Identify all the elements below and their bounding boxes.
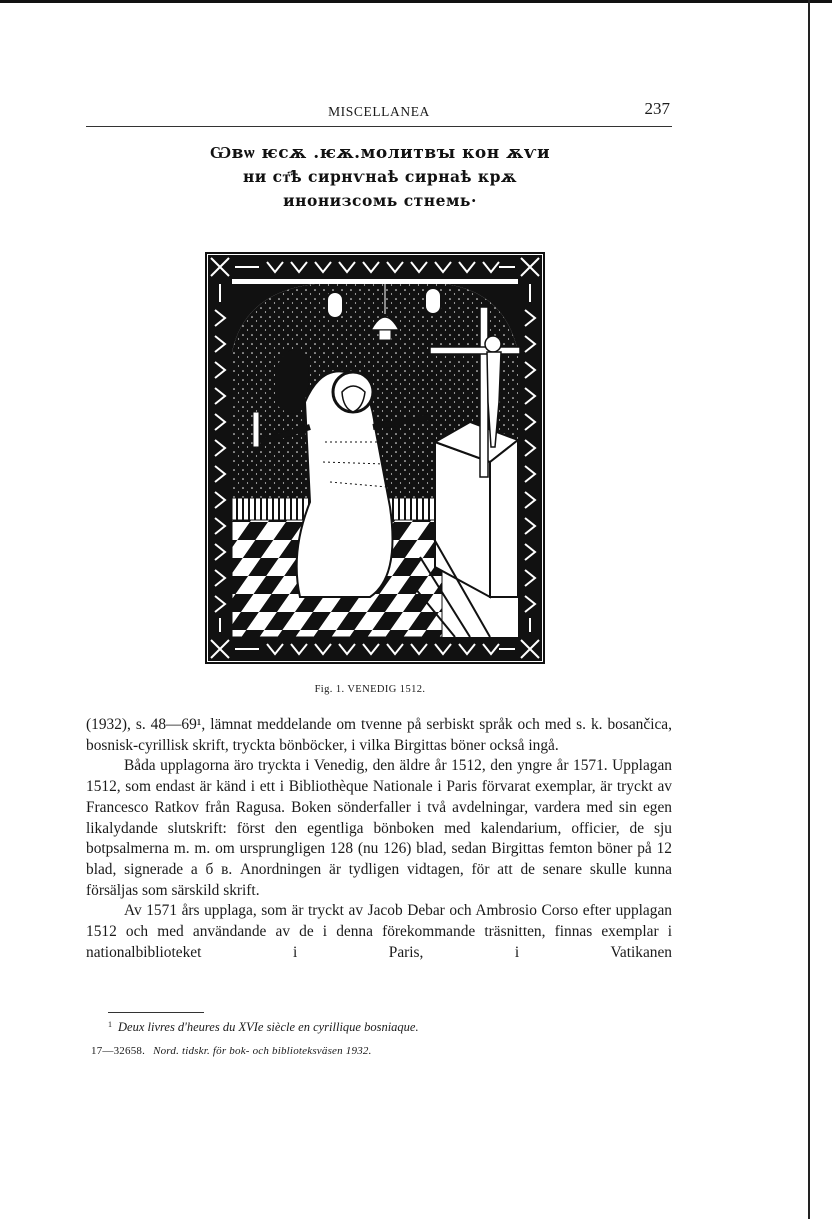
cyrillic-title-line-2: ни ст҃ѣ сирнѵнаѣ сирнаѣ крѫ [242,167,518,186]
woodcut-illustration [205,252,545,664]
footnote-number: 1 [108,1020,112,1029]
woodcut-scene [232,279,520,637]
footnote-rule [108,1012,204,1013]
cyrillic-title-line-1: Ѡвѡ ѥсѫ .ѥѫ.молитвꙑ кон ѫѵи [209,143,551,163]
imprint-line [91,1045,651,1057]
imprint-journal: Nord. tidskr. för bok- och biblioteksväsen 1932. [153,1045,372,1057]
paragraph-3: Av 1571 års upplaga, som är tryckt av Jacob Debar och Ambrosio Corso efter upplagan 1512 och med användande av de i denna förekommande träsnitten, finnas exemplar i nationalbiblioteket i Paris, i Vatikanen [86,902,672,961]
running-head [86,99,672,127]
signature-mark: 17—32658. [91,1045,146,1057]
cyrillic-title-block [180,141,580,213]
footnote [108,1020,668,1035]
paragraph-1: (1932), s. 48—69¹, lämnat meddelande om tvenne på serbiskt språk och med s. k. bosančica, bosnisk-cyrillisk skrift, tryckta bönböcker, i vilka Birgittas böner också ingå. [86,716,672,754]
cyrillic-title-line-3: инонизсомь стнемь· [283,191,477,210]
figure-caption: Fig. 1. VENEDIG 1512. [314,684,426,695]
running-title: MISCELLANEA [328,104,430,119]
paragraph-2: Båda upplagorna äro tryckta i Venedig, den äldre år 1512, den yngre år 1571. Upplagan 1512, som endast är känd i ett i Bibliothèque Nationale i Paris förvarat exemplar, är tryckt av Francesco Ratkov från Ragusa. Boken sönderfaller i två avdelningar, vardera med sin egen likalydande slutskrift: först den egentliga bönboken med kalendarium, officier, de sju botpsalmerna m. m. om ursprungligen 128 (nu 126) blad, sedan Birgittas femton böner på 12 blad, signerade а б в. Anordningen är tydligen vidtagen, för att de senare skulle kunna försäljas som särskild skrift. [86,757,672,899]
body-text [86,715,672,963]
page-number: 237 [644,99,670,118]
footnote-text: Deux livres d'heures du XVIe siècle en cyrillique bosniaque. [118,1020,419,1034]
